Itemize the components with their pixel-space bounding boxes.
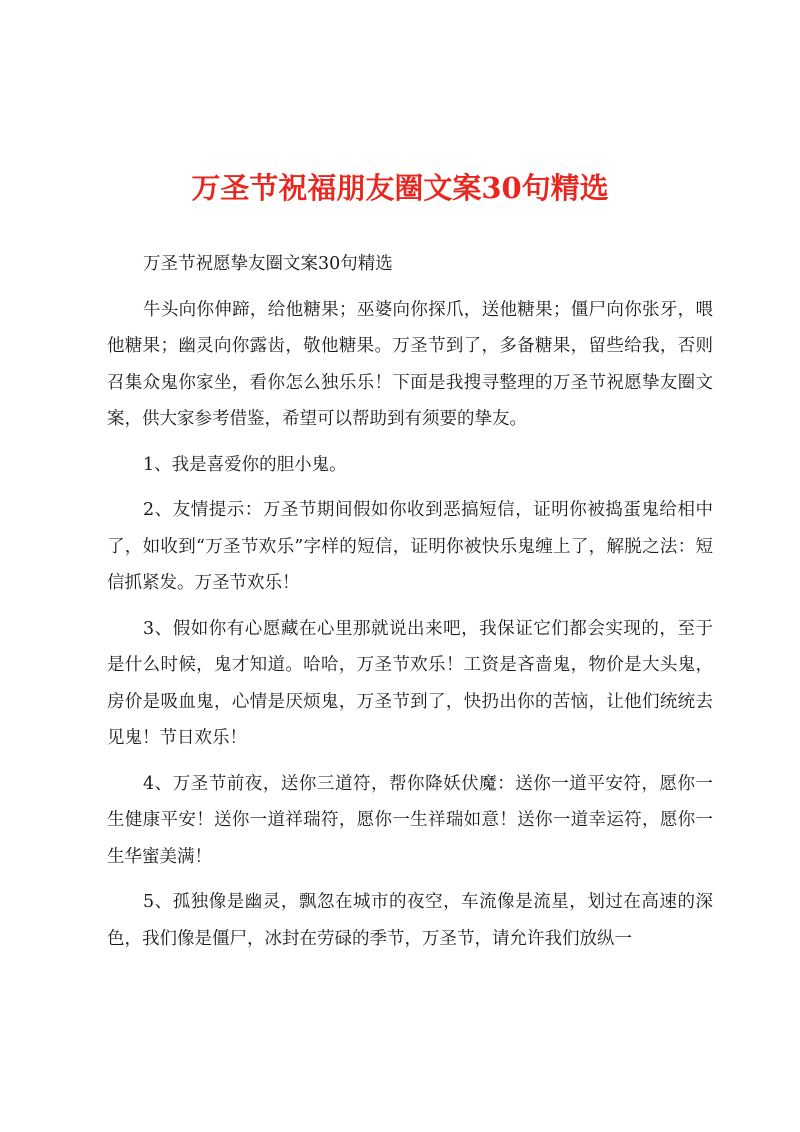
intro-paragraph: 牛头向你伸蹄，给他糖果；巫婆向你探爪，送他糖果；僵尸向你张牙，喂他糖果；幽灵向你露齿，敬他糖果。万圣节到了，多备糖果，留些给我，否则召集众鬼你家坐，看你怎么独乐乐！下面是我搜寻整理的万圣节祝愿挚友圈文案，供大家参考借鉴，希望可以帮助到有须要的挚友。 xyxy=(107,299,713,429)
subtitle-paragraph: 万圣节祝愿挚友圈文案30句精选 xyxy=(143,254,393,274)
list-item: 5、孤独像是幽灵，飘忽在城市的夜空，车流像是流星，划过在高速的深色，我们像是僵尸，冰封在劳碌的季节，万圣节，请允许我们放纵一 xyxy=(107,892,713,949)
document-body xyxy=(107,246,713,966)
list-item: 1、我是喜爱你的胆小鬼。 xyxy=(143,454,347,475)
list-item: 2、友情提示：万圣节期间假如你收到恶搞短信，证明你被捣蛋鬼给相中了，如收到“万圣节欢乐”字样的短信，证明你被快乐鬼缠上了，解脱之法：短信抓紧发。万圣节欢乐！ xyxy=(107,500,713,593)
list-item: 4、万圣节前夜，送你三道符，帮你降妖伏魔：送你一道平安符，愿你一生健康平安！送你一道祥瑞符，愿你一生祥瑞如意！送你一道幸运符，愿你一生华蜜美满！ xyxy=(107,773,713,867)
document-title: 万圣节祝福朋友圈文案30句精选 xyxy=(191,171,609,205)
list-item: 3、假如你有心愿藏在心里那就说出来吧，我保证它们都会实现的，至于是什么时候，鬼才知道。哈哈，万圣节欢乐！工资是吝啬鬼，物价是大头鬼，房价是吸血鬼，心情是厌烦鬼，万圣节到了，快扔出你的苦恼，让他们统统去见鬼！节日欢乐！ xyxy=(107,618,713,748)
